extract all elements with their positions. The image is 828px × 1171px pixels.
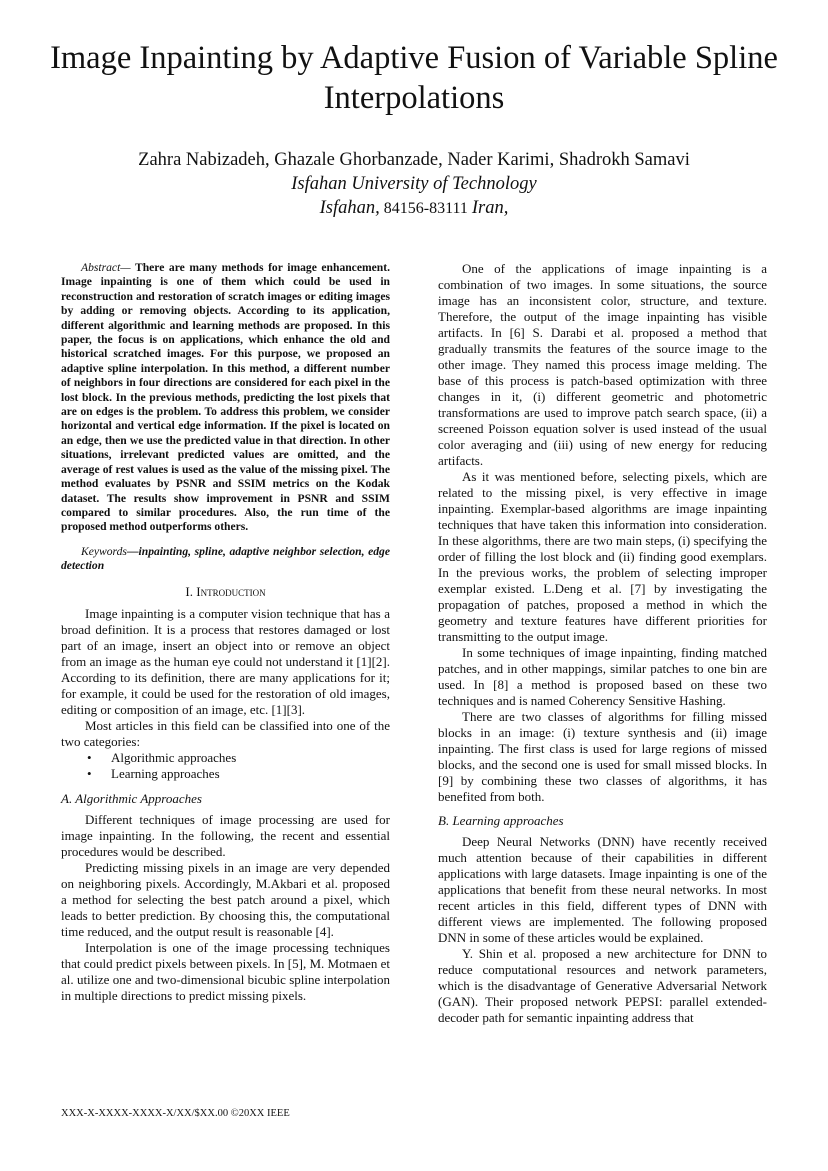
subsection-heading-algorithmic: A. Algorithmic Approaches	[61, 790, 202, 806]
keywords-label: Keywords	[81, 544, 127, 558]
keywords	[61, 545, 390, 574]
algorithmic-paragraph-2: Predicting missing pixels in an image are very depended on neighboring pixels. Accordingly, M.Akbari et al. proposed a method for selecting the best patch around a pixel, which leads to better prediction. By choosing this, the computational time reduced, and the output result is reasonable [4].	[61, 859, 390, 939]
right-column	[438, 261, 767, 1026]
learning-paragraph-2: Y. Shin et al. proposed a new architecture for DNN to reduce computational resources and network parameters, which is the disadvantage of Generative Adversarial Network (GAN). Their proposed network PEPSI: parallel extended-decoder path for semantic inpainting address that	[438, 946, 767, 1025]
author-list: Zahra Nabizadeh, Ghazale Ghorbanzade, Nader Karimi, Shadrokh Samavi	[138, 150, 690, 170]
right-paragraph-3: In some techniques of image inpainting, finding matched patches, and in other mappings, similar patches to one bin are used. In [8] a method is proposed based on these two techniques and is named Coherency Sensitive Hashing.	[438, 645, 767, 708]
left-column	[61, 261, 390, 1004]
section-heading-introduction: I. Introduction	[185, 583, 266, 599]
abstract	[61, 261, 390, 535]
paper-title: Image Inpainting by Adaptive Fusion of Variable Spline Interpolations	[50, 40, 778, 116]
location-code: 84156-83111	[379, 200, 472, 217]
location	[40, 196, 788, 221]
location-country: Iran,	[471, 198, 509, 218]
category-list	[61, 750, 390, 783]
learning-paragraph-1: Deep Neural Networks (DNN) have recently received much attention because of their capabilities in different applications with large datasets. Image inpainting is one of the applications that benefit from these neural networks. In most recent articles in this field, different types of DNN with different views are implemented. The following proposed DNN in some of these articles would be explained.	[438, 834, 767, 945]
list-item: • Learning approaches	[111, 766, 390, 783]
algorithmic-paragraph-3: Interpolation is one of the image processing techniques that could predict pixels between pixels. In [5], M. Motmaen et al. utilize one and two-dimensional bicubic spline interpolation in multiple directions to predict missing pixels.	[61, 939, 390, 1003]
copyright-footer: XXX-X-XXXX-XXXX-X/XX/$XX.00 ©20XX IEEE	[61, 1108, 290, 1119]
affiliation: Isfahan University of Technology	[291, 174, 537, 194]
right-paragraph-4: There are two classes of algorithms for filling missed blocks in an image: (i) texture synthesis and (ii) image inpainting. The first class is used for large regions of missed blocks, and the second one is used for small missed blocks. In [9] by combining these two classes of algorithms, it has benefited from both.	[438, 709, 767, 804]
abstract-text: There are many methods for image enhancement. Image inpainting is one of them which could be used in reconstruction and restoration of scratch images or editing images by adding or removing objects. According to its application, different algorithmic and learning methods are proposed. In this paper, the focus is on applications, which enhance the old and historical scratched images. For this purpose, we proposed an adaptive spline interpolation. In this method, a different number of neighbors in four directions are considered for each pixel in the lost block. In the previous methods, predicting the lost pixels that are on edges is the problem. To address this problem, we consider horizontal and vertical edge information. If the pixel is located on an edge, then we use the predicted value in that direction. In other situations, irrelevant predicted values are omitted, and the average of rest values is used as the value of the missing pixel. The method evaluates by PSNR and SSIM metrics on the Kodak dataset. The results show improvement in PSNR and SSIM compared to similar procedures. Also, the run time of the proposed method outperforms others.	[61, 261, 390, 534]
intro-paragraph-2: Most articles in this field can be classified into one of the two categories:	[61, 717, 390, 749]
abstract-label: Abstract—	[81, 261, 131, 274]
right-paragraph-2: As it was mentioned before, selecting pixels, which are related to the missing pixel, is very effective in image inpainting. Exemplar-based algorithms are image inpainting techniques that have taken this information into consideration. In these algorithms, there are two main steps, (i) specifying the order of filling the lost block and (ii) finding good exemplars. In the previous works, the problem of selecting improper exemplar existed. L.Deng et al. [7] by investigating the propagation of patches, proposed a method in which the geometry and texture features have different priorities for transmitting to the output image.	[438, 469, 767, 644]
algorithmic-paragraph-1: Different techniques of image processing are used for image inpainting. In the following, the recent and essential procedures would be described.	[61, 811, 390, 859]
right-paragraph-1: One of the applications of image inpainting is a combination of two images. In some situations, the source image has an inconsistent color, structure, and texture. Therefore, the output of the image inpainting has visible artifacts. In [6] S. Darabi et al. proposed a method that gradually transmits the features of the source image to the other image. They named this process image melding. The base of this process is patch-based optimization with three changes in it, (i) different geometric and photometric transformations are used to improve patch search space, (ii) a screened Poisson equation solver is used instead of the usual color averaging and (iii) using of new energy for reducing artifacts.	[438, 261, 767, 468]
subsection-heading-learning: B. Learning approaches	[438, 813, 564, 828]
keywords-text: —inpainting, spline, adaptive neighbor selection, edge detection	[61, 544, 390, 573]
location-city: Isfahan,	[319, 198, 380, 218]
list-item: • Algorithmic approaches	[111, 750, 390, 767]
intro-paragraph-1: Image inpainting is a computer vision technique that has a broad definition. It is a process that restores damaged or lost part of an image, insert an object into or remove an object from an image as the human eye could not understand it [1][2]. According to its definition, there are many applications for it; for example, it could be used for the restoration of old images, editing or composition of an image, etc. [1][3].	[61, 605, 390, 717]
